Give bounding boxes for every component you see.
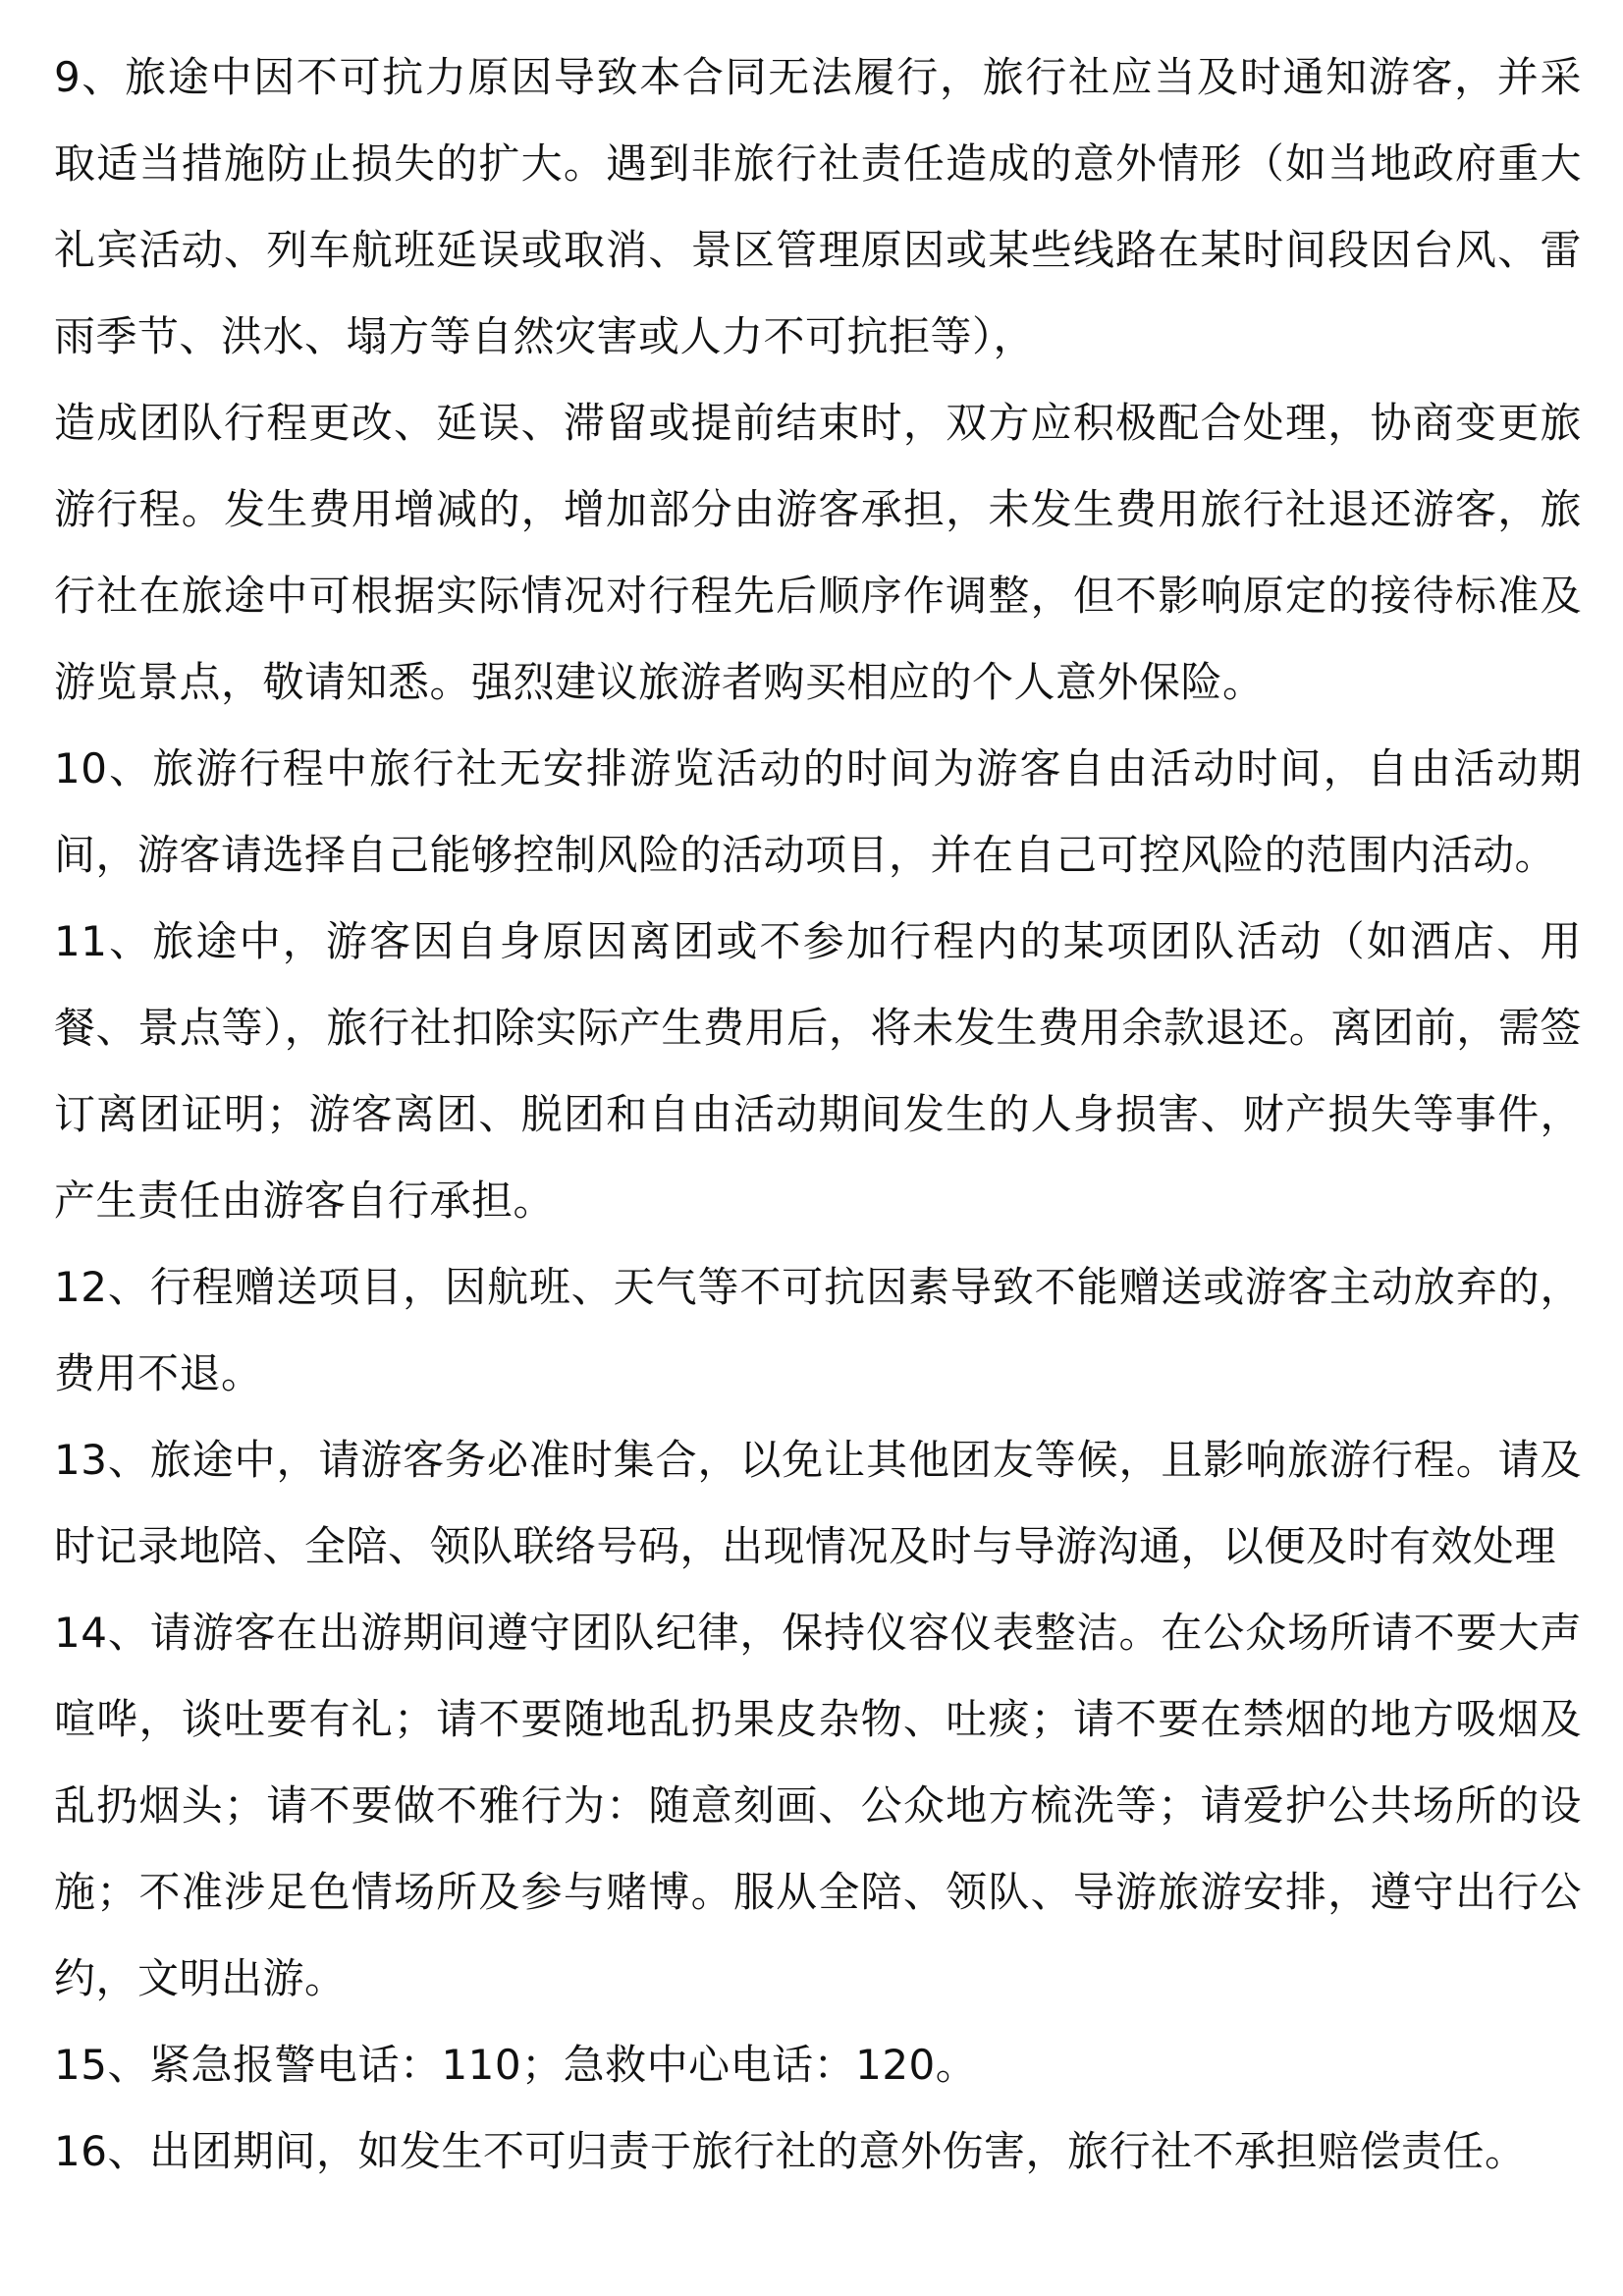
document-body bbox=[54, 34, 1582, 2195]
clause-16-paragraph: 16、出团期间，如发生不可归责于旅行社的意外伤害，旅行社不承担赔偿责任。 bbox=[54, 2127, 1527, 2175]
clause-15-paragraph: 15、紧急报警电话：110；急救中心电话：120。 bbox=[54, 2041, 978, 2089]
clause-12-paragraph: 12、行程赠送项目，因航班、天气等不可抗因素导致不能赠送或游客主动放弃的，费用不退。 bbox=[54, 1263, 1582, 1397]
clause-13-paragraph: 13、旅途中，请游客务必准时集合，以免让其他团友等候，且影响旅游行程。请及时记录地陪、全陪、领队联络号码，出现情况及时与导游沟通，以便及时有效处理 bbox=[54, 1436, 1582, 1570]
clause-11-paragraph: 11、旅途中，游客因自身原因离团或不参加行程内的某项团队活动（如酒店、用餐、景点等），旅行社扣除实际产生费用后，将未发生费用余款退还。离团前，需签订离团证明；游客离团、脱团和自由活动期间发生的人身损害、财产损失等事件，产生责任由游客自行承担。 bbox=[54, 917, 1582, 1225]
clause-9-continuation-paragraph: 造成团队行程更改、延误、滞留或提前结束时，双方应积极配合处理，协商变更旅游行程。发生费用增减的，增加部分由游客承担，未发生费用旅行社退还游客，旅行社在旅途中可根据实际情况对行程先后顺序作调整，但不影响原定的接待标准及游览景点，敬请知悉。强烈建议旅游者购买相应的个人意外保险。 bbox=[54, 399, 1582, 706]
clause-14-paragraph: 14、请游客在出游期间遵守团队纪律，保持仪容仪表整洁。在公众场所请不要大声喧哗，谈吐要有礼；请不要随地乱扔果皮杂物、吐痰；请不要在禁烟的地方吸烟及乱扔烟头；请不要做不雅行为：随意刻画、公众地方梳洗等；请爱护公共场所的设施；不准涉足色情场所及参与赌博。服从全陪、领队、导游旅游安排，遵守出行公约，文明出游。 bbox=[54, 1609, 1582, 2002]
clause-9-paragraph: 9、旅途中因不可抗力原因导致本合同无法履行，旅行社应当及时通知游客，并采取适当措施防止损失的扩大。遇到非旅行社责任造成的意外情形（如当地政府重大礼宾活动、列车航班延误或取消、景区管理原因或某些线路在某时间段因台风、雷雨季节、洪水、塌方等自然灾害或人力不可抗拒等）， bbox=[54, 53, 1582, 360]
clause-10-paragraph: 10、旅游行程中旅行社无安排游览活动的时间为游客自由活动时间，自由活动期间，游客请选择自己能够控制风险的活动项目，并在自己可控风险的范围内活动。 bbox=[54, 744, 1582, 879]
